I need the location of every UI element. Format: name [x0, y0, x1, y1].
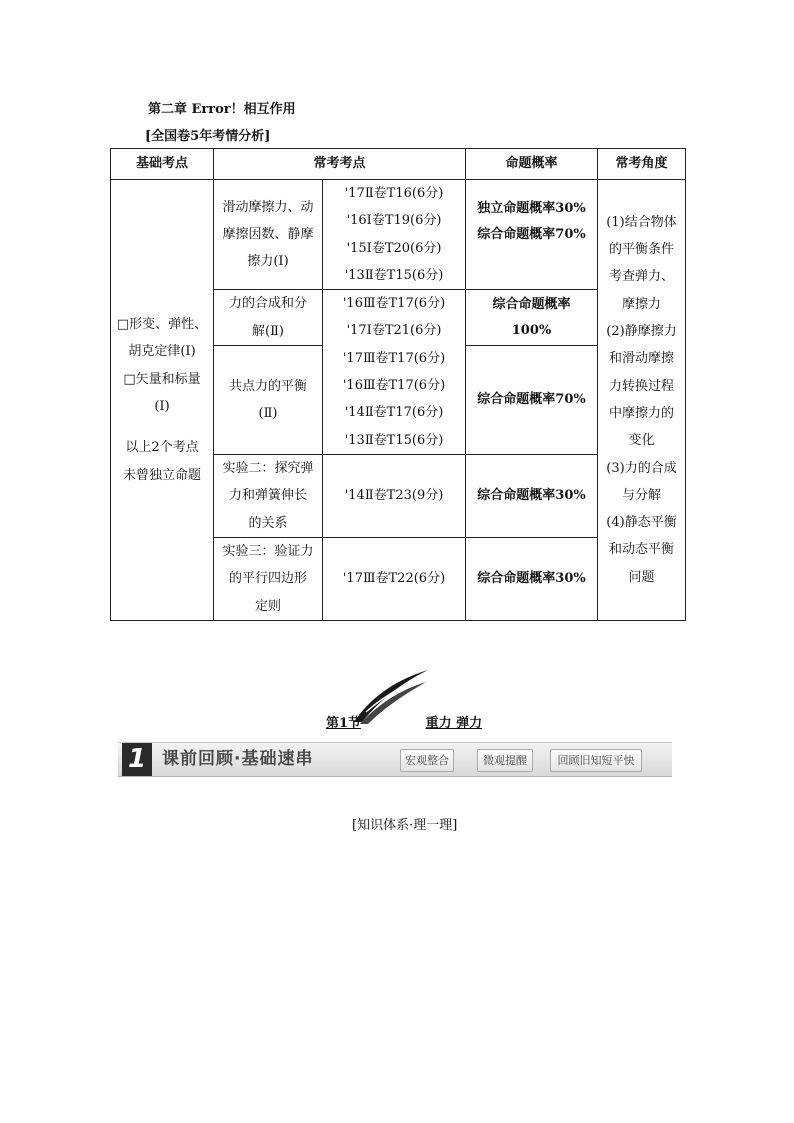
exam-entry: '16Ⅰ卷T19(6分) — [346, 213, 442, 229]
basic-point-spacer — [111, 420, 213, 434]
entries-cell — [323, 537, 466, 620]
micro-reminder-button[interactable]: 微观提醒 — [477, 749, 533, 772]
section-name: 重力 弹力 — [425, 716, 483, 731]
exam-entry: '15Ⅰ卷T20(6分) — [346, 240, 442, 256]
review-old-knowledge-button[interactable]: 回顾旧知短平快 — [550, 749, 642, 772]
exam-entry: '14Ⅱ卷T17(6分) — [344, 405, 444, 421]
probability-cell — [466, 454, 598, 537]
exam-entry: '13Ⅱ卷T15(6分) — [344, 432, 444, 448]
shared-entries-cell — [323, 290, 466, 455]
topic-cell — [214, 454, 323, 537]
probability-text: 综合命题概率30% — [477, 570, 586, 586]
angle-line: (4)静态平衡 — [606, 515, 677, 531]
basic-point-line: 以上2个考点 — [125, 440, 199, 456]
angle-line: (1)结合物体 — [606, 214, 677, 230]
angle-line: 和动态平衡 — [609, 542, 675, 558]
topic-cell — [214, 537, 323, 620]
angle-line: (2)静摩擦力 — [606, 324, 677, 340]
probability-cell — [466, 180, 598, 290]
angle-line: 摩擦力 — [622, 296, 662, 312]
entries-cell — [323, 454, 466, 537]
macro-integration-button[interactable]: 宏观整合 — [400, 749, 454, 772]
header-common: 常考考点 — [214, 149, 466, 180]
topic-line: 的关系 — [248, 515, 288, 531]
exam-entry: '13Ⅱ卷T15(6分) — [344, 267, 444, 283]
topic-line: 滑动摩擦力、动 — [222, 199, 314, 215]
topic-line: 的平行四边形 — [228, 571, 307, 587]
topic-line: 擦力(Ⅰ) — [247, 254, 289, 270]
header-angle: 常考角度 — [598, 149, 686, 180]
angle-line: 与分解 — [622, 487, 662, 503]
probability-cell — [466, 345, 598, 454]
basic-point-line: 未曾独立命题 — [122, 467, 201, 483]
exam-entry: '17Ⅲ卷T22(6分) — [342, 571, 446, 587]
section-title — [326, 712, 482, 731]
review-banner — [118, 742, 672, 777]
angle-line: 和滑动摩擦 — [609, 351, 675, 367]
header-basic: 基础考点 — [111, 149, 214, 180]
section-number: 第1节 — [326, 716, 362, 731]
topic-line: 力的合成和分 — [228, 296, 307, 312]
chapter-title: 第二章 Error！相互作用 — [148, 102, 296, 117]
basic-point-line: 胡克定律(Ⅰ) — [128, 344, 196, 360]
angle-line: 考查弹力、 — [609, 269, 675, 285]
entries-cell — [323, 180, 466, 290]
banner-title: 课前回顾·基础速串 — [162, 749, 314, 769]
angles-cell — [598, 180, 686, 621]
topic-line: (Ⅱ) — [258, 405, 278, 421]
probability-text: 综合命题概率30% — [477, 487, 586, 503]
exam-entry: '16Ⅲ卷T17(6分) — [342, 378, 446, 394]
angle-line: 力转换过程 — [609, 378, 675, 394]
angle-line: 的平衡条件 — [609, 242, 675, 258]
topic-line: 解(Ⅱ) — [252, 323, 284, 339]
exam-entry: '17Ⅲ卷T17(6分) — [342, 350, 446, 366]
topic-cell — [214, 345, 323, 454]
probability-cell — [466, 537, 598, 620]
probability-cell — [466, 290, 598, 346]
banner-number-badge: 1 — [122, 743, 152, 776]
exam-entry: '17Ⅱ卷T16(6分) — [344, 186, 444, 201]
probability-text: 100% — [511, 322, 552, 338]
angle-line: 中摩擦力的 — [609, 405, 675, 421]
basic-points-cell — [111, 180, 214, 621]
topic-line: 共点力的平衡 — [228, 378, 307, 394]
probability-text: 综合命题概率70% — [477, 226, 586, 242]
exam-analysis-table — [110, 148, 686, 621]
knowledge-system-heading: [知识体系·理一理] — [352, 818, 458, 833]
topic-line: 摩擦因数、静摩 — [222, 226, 314, 242]
angle-line: (3)力的合成 — [606, 460, 677, 476]
topic-cell — [214, 290, 323, 346]
table-header-row — [111, 149, 686, 180]
header-probability: 命题概率 — [466, 149, 598, 180]
topic-line: 定则 — [254, 598, 281, 614]
topic-cell — [214, 180, 323, 290]
topic-line: 实验二：探究弹 — [222, 461, 314, 477]
basic-point-line: □形变、弹性、 — [116, 317, 208, 333]
basic-point-line: □矢量和标量 — [123, 371, 201, 387]
exam-entry: '17Ⅰ卷T21(6分) — [346, 323, 442, 339]
exam-entry: '16Ⅲ卷T17(6分) — [342, 296, 446, 312]
probability-text: 综合命题概率 — [492, 296, 571, 312]
angle-line: 问题 — [628, 569, 655, 585]
exam-entry: '14Ⅱ卷T23(9分) — [344, 488, 444, 504]
exam-analysis-subtitle: [全国卷5年考情分析] — [145, 129, 271, 144]
probability-text: 独立命题概率30% — [477, 200, 586, 216]
angle-line: 变化 — [628, 433, 655, 449]
basic-point-line: (Ⅰ) — [154, 398, 170, 414]
table-row — [111, 180, 686, 290]
topic-line: 力和弹簧伸长 — [228, 488, 307, 504]
probability-text: 综合命题概率70% — [477, 391, 586, 407]
topic-line: 实验三：验证力 — [222, 543, 314, 559]
